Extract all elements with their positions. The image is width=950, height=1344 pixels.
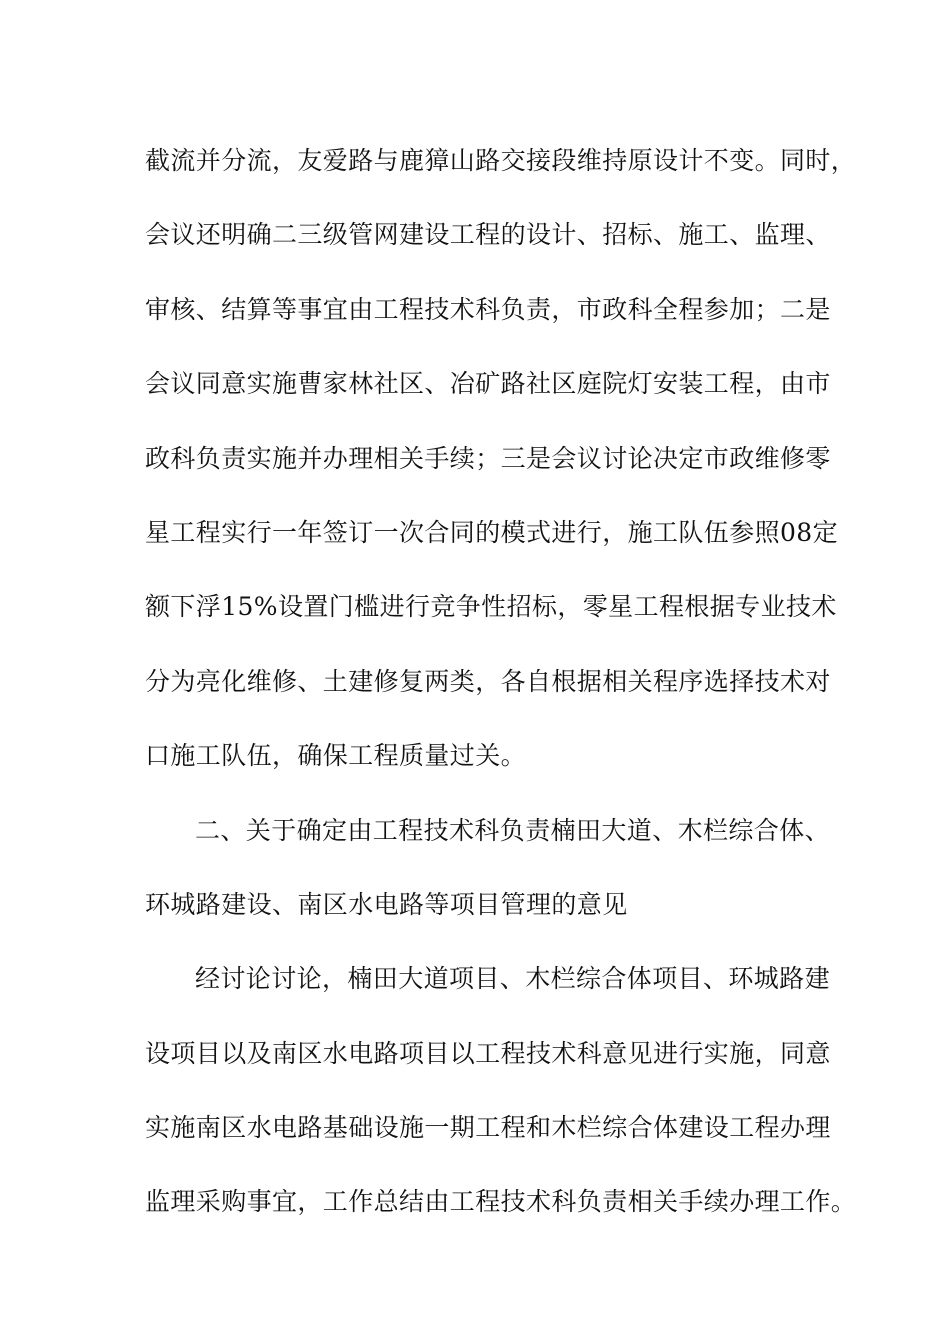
heading-line: 环城路建设、南区水电路等项目管理的意见 [145, 889, 628, 919]
heading-line: 二、关于确定由工程技术科负责楠田大道、木栏综合体、 [195, 815, 831, 845]
text-line: 审核、结算等事宜由工程技术科负责，市政科全程参加；二是 [145, 294, 831, 324]
document-body [145, 124, 857, 1240]
text-line: 经讨论讨论，楠田大道项目、木栏综合体项目、环城路建 [195, 964, 831, 994]
section-heading-2 [145, 794, 831, 943]
text-line: 截流并分流，友爱路与鹿獐山路交接段维持原设计不变。同时， [145, 146, 857, 175]
paragraph-discussion-result [145, 942, 857, 1240]
paragraph-decision-continued [145, 124, 857, 794]
text-line: 分为亮化维修、土建修复两类，各自根据相关程序选择技术对 [145, 666, 831, 696]
text-line: 设项目以及南区水电路项目以工程技术科意见进行实施，同意 [145, 1038, 831, 1068]
text-line: 额下浮15%设置门槛进行竞争性招标，零星工程根据专业技术 [145, 592, 837, 622]
text-line: 实施南区水电路基础设施一期工程和木栏综合体建设工程办理 [145, 1113, 831, 1143]
text-line: 口施工队伍，确保工程质量过关。 [145, 741, 527, 771]
text-line: 星工程实行一年签订一次合同的模式进行，施工队伍参照08定 [145, 517, 839, 547]
text-line: 政科负责实施并办理相关手续；三是会议讨论决定市政维修零 [145, 443, 831, 473]
text-line: 会议还明确二三级管网建设工程的设计、招标、施工、监理、 [145, 220, 831, 250]
text-line: 会议同意实施曹家林社区、冶矿路社区庭院灯安装工程，由市 [145, 369, 831, 399]
text-line: 监理采购事宜，工作总结由工程技术科负责相关手续办理工作。 [145, 1187, 857, 1217]
